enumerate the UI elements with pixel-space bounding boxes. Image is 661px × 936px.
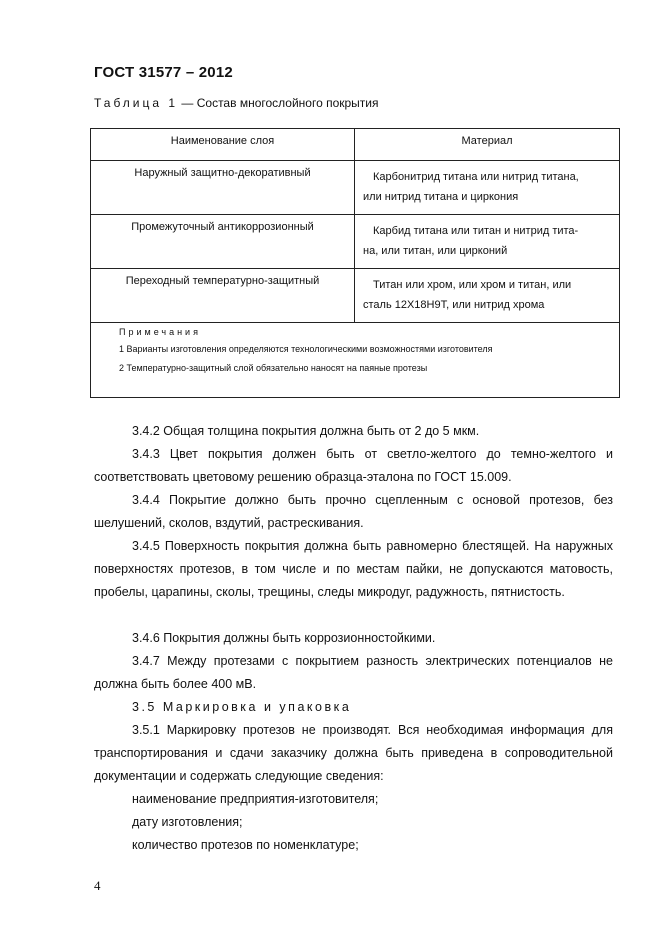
notes-heading: Примечания [119,327,201,337]
column-header-layer: Наименование слоя [91,129,355,161]
table-caption-text: — Состав многослойного покрытия [178,96,379,110]
layer-name-cell: Промежуточный антикоррозионный [91,215,355,269]
table-notes-row [91,323,620,398]
material-cell [355,269,620,323]
paragraph-3-4-7: 3.4.7 Между протезами с покрытием разность электрических потенциалов не должна быть более 400 мВ. [94,654,613,692]
section-title-marking-packaging: 3.5 Маркировка и упаковка [132,700,352,714]
column-header-material: Материал [355,129,620,161]
material-line: Карбид титана или титан и нитрид тита- [373,225,579,237]
table-row [91,161,620,215]
paragraph-3-5-1: 3.5.1 Маркировку протезов не производят. Вся необходимая информация для транспортирования и сдачи заказчику должна быть приведена в сопроводительной документации и содержать следующие сведения: [94,723,613,784]
material-cell [355,215,620,269]
paragraph-3-4-6: 3.4.6 Покрытия должны быть коррозионностойкими. [132,631,436,645]
table-notes-cell [91,323,620,398]
note-item: 2 Температурно-защитный слой обязательно наносят на паяные протезы [119,363,428,373]
layer-name-cell: Наружный защитно-декоративный [91,161,355,215]
list-item: наименование предприятия-изготовителя; [132,792,379,806]
paragraph-3-4-4: 3.4.4 Покрытие должно быть прочно сцепленным с основой протезов, без шелушений, сколов, вздутий, растрескивания. [94,493,613,531]
table-row [91,215,620,269]
material-line: сталь 12Х18Н9Т, или нитрид хрома [363,299,545,311]
paragraph-3-4-5: 3.4.5 Поверхность покрытия должна быть равномерно блестящей. На наружных поверхностях протезов, в том числе и по местам пайки, не допускаются матовость, пробелы, царапины, сколы, трещины, следы микродуг, радужность, пятнистость. [94,539,613,600]
material-cell [355,161,620,215]
list-item: количество протезов по номенклатуре; [132,838,359,852]
table-row [91,269,620,323]
material-line: на, или титан, или цирконий [363,245,508,257]
material-line: Карбонитрид титана или нитрид титана, [373,171,579,183]
paragraph-3-4-3: 3.4.3 Цвет покрытия должен быть от светло-желтого до темно-желтого и соответствовать цветовому решению образца-эталона по ГОСТ 15.009. [94,447,613,485]
coating-composition-table [90,128,620,398]
note-item: 1 Варианты изготовления определяются технологическими возможностями изготовителя [119,344,493,354]
material-line: Титан или хром, или хром и титан, или [373,279,572,291]
material-line: или нитрид титана и циркония [363,191,519,203]
table-caption-label: Таблица 1 [94,96,179,110]
document-code-header: ГОСТ 31577 – 2012 [94,64,233,81]
paragraph-3-4-2: 3.4.2 Общая толщина покрытия должна быть от 2 до 5 мкм. [132,424,480,438]
page-number: 4 [94,878,101,893]
list-item: дату изготовления; [132,815,243,829]
table-caption [94,96,379,110]
layer-name-cell: Переходный температурно-защитный [91,269,355,323]
table-header-row [91,129,620,161]
